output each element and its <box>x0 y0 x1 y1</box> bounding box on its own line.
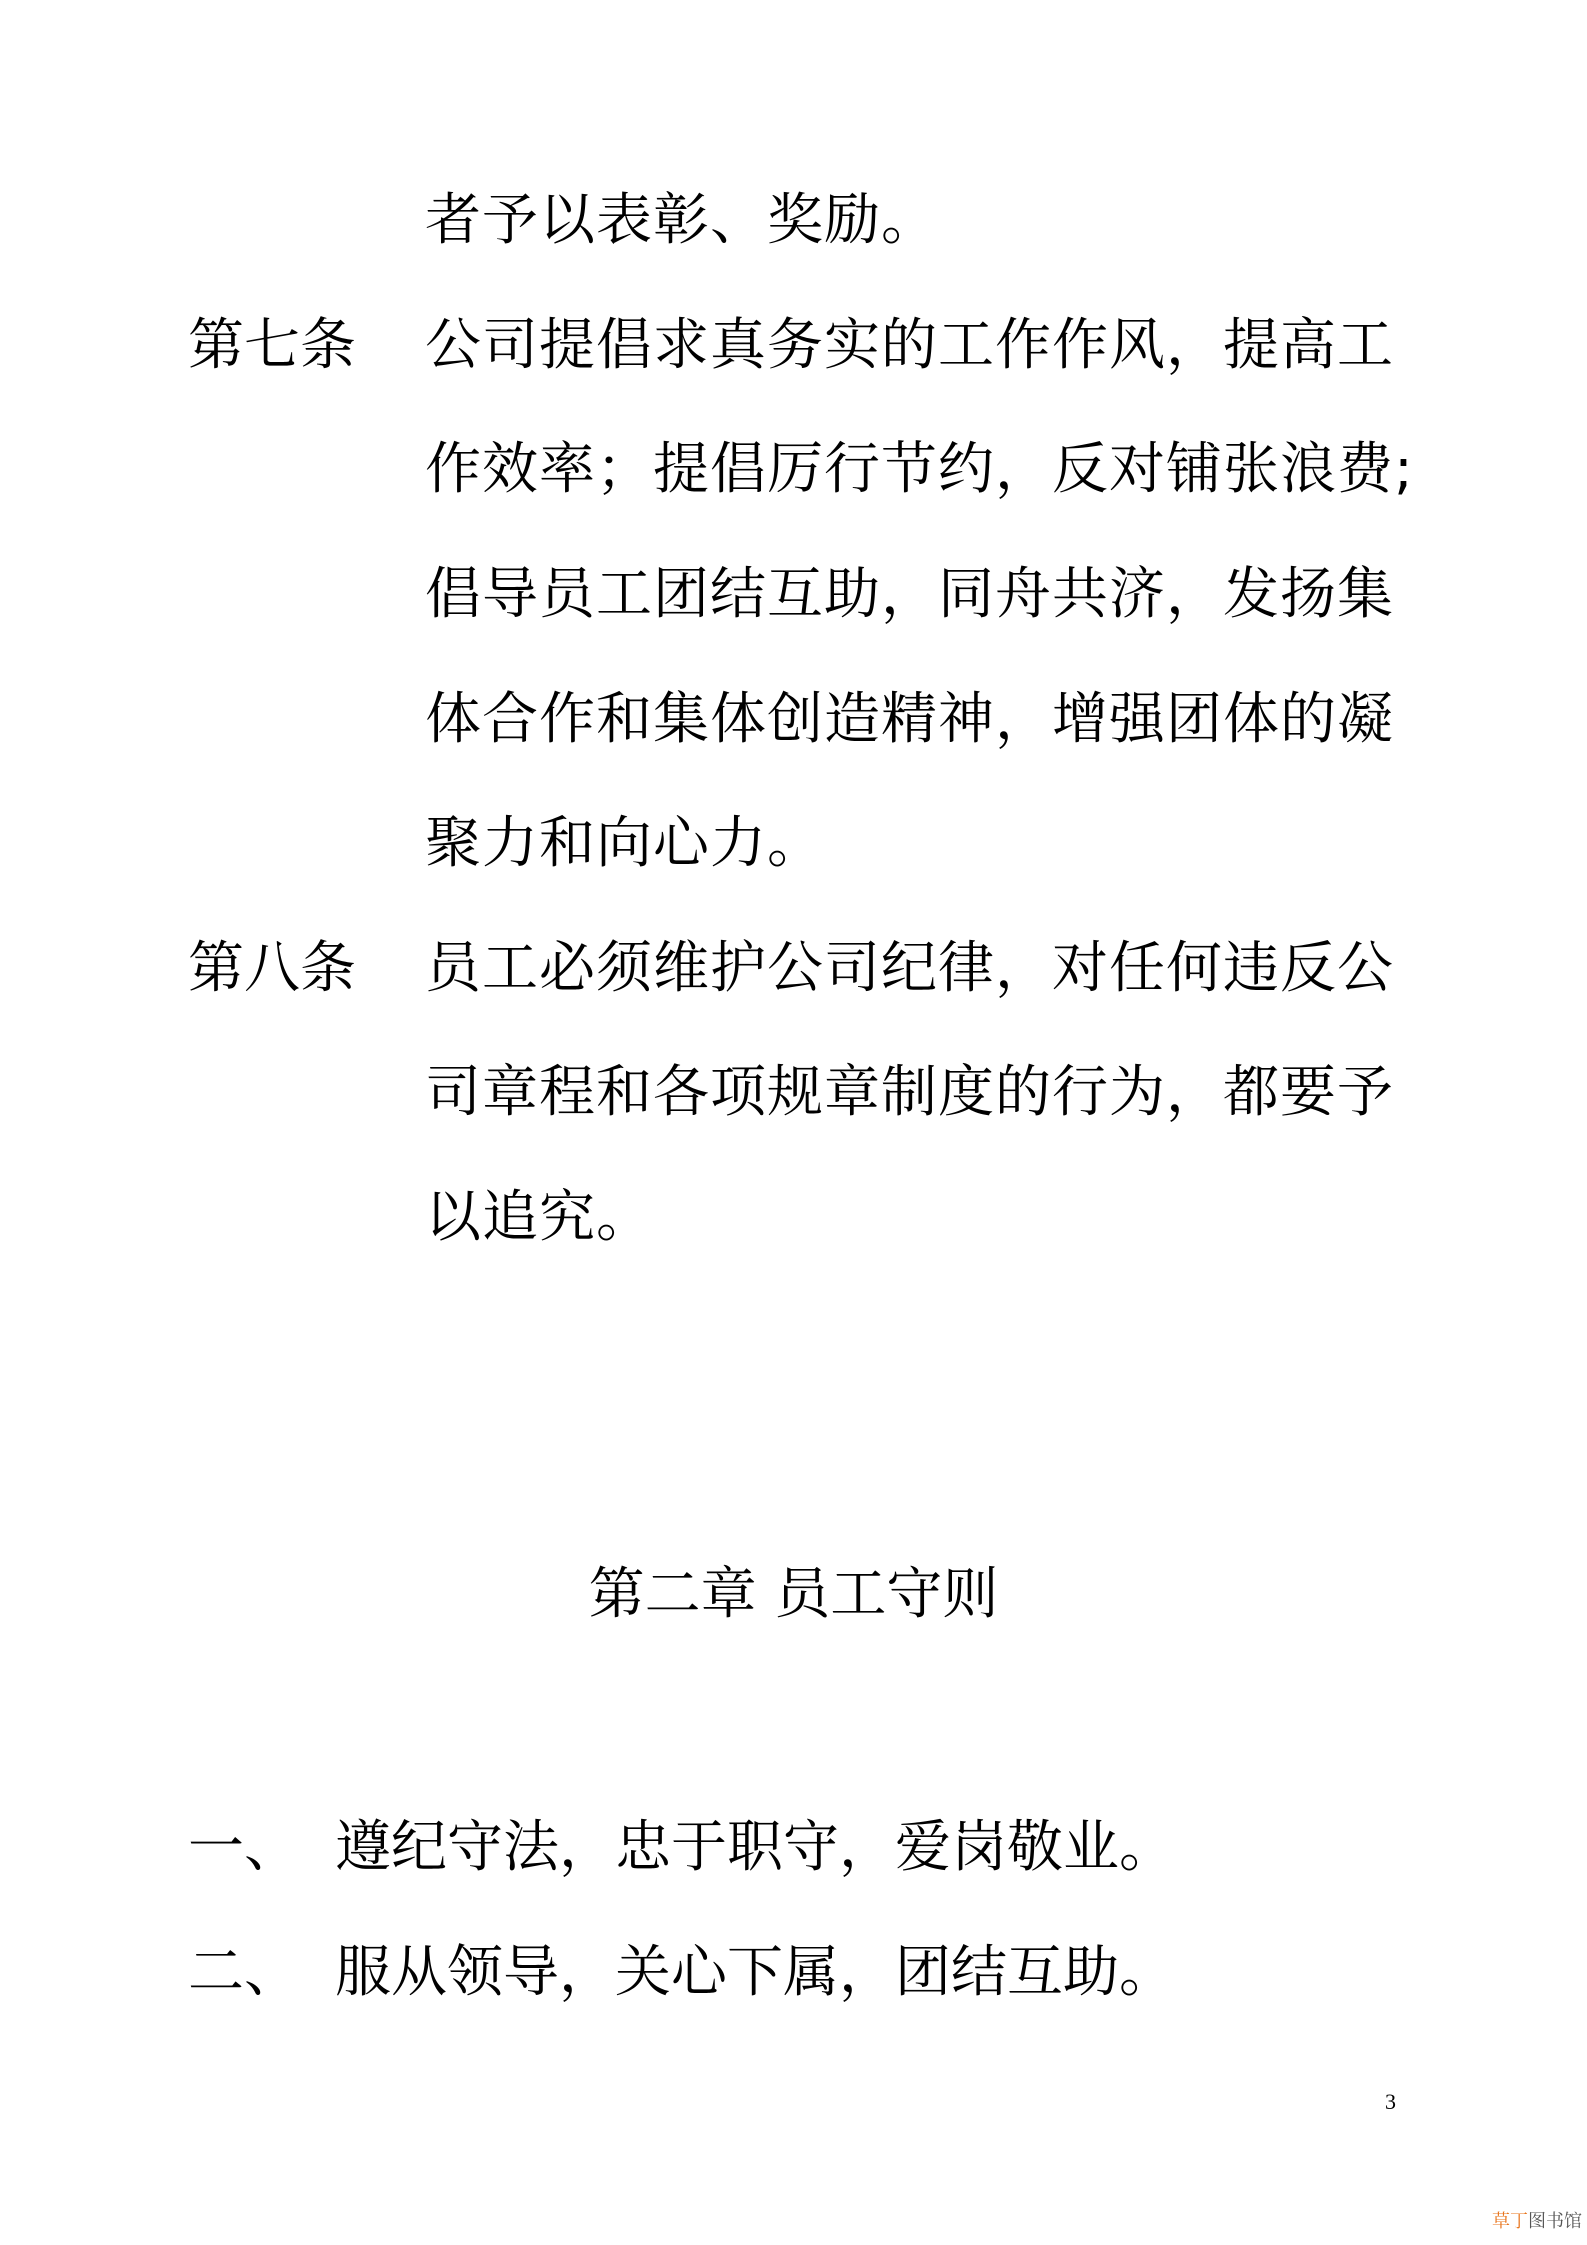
watermark <box>1492 2210 1582 2234</box>
rule-text: 服从领导，关心下属，团结互助。 <box>335 1940 1175 2005</box>
article-8-line: 司章程和各项规章制度的行为，都要予 <box>425 1060 1394 1125</box>
article-8-label: 第八条 <box>188 936 356 1001</box>
article-7-line: 作效率；提倡厉行节约，反对铺张浪费; <box>425 437 1414 502</box>
page-number: 3 <box>1385 2089 1396 2114</box>
article-7-line: 倡导员工团结互助，同舟共济，发扬集 <box>425 562 1394 627</box>
article-8-line: 员工必须维护公司纪律，对任何违反公 <box>425 936 1394 1001</box>
chapter-title: 第二章 员工守则 <box>588 1562 999 1627</box>
article-7-line: 公司提倡求真务实的工作作风，提高工 <box>425 313 1394 378</box>
article-7-line: 体合作和集体创造精神，增强团体的凝 <box>425 687 1394 752</box>
article-7-line: 聚力和向心力。 <box>425 811 824 876</box>
watermark-part-a: 草丁 <box>1492 2211 1528 2232</box>
continuation-line: 者予以表彰、奖励。 <box>425 188 938 253</box>
article-8-line: 以追究。 <box>425 1185 653 1250</box>
rule-text: 遵纪守法，忠于职守，爱岗敬业。 <box>335 1815 1175 1880</box>
rule-number: 二、 <box>188 1940 300 2005</box>
rule-number: 一、 <box>188 1815 300 1880</box>
article-7-label: 第七条 <box>188 313 356 378</box>
watermark-part-b: 图书馆 <box>1528 2211 1582 2232</box>
